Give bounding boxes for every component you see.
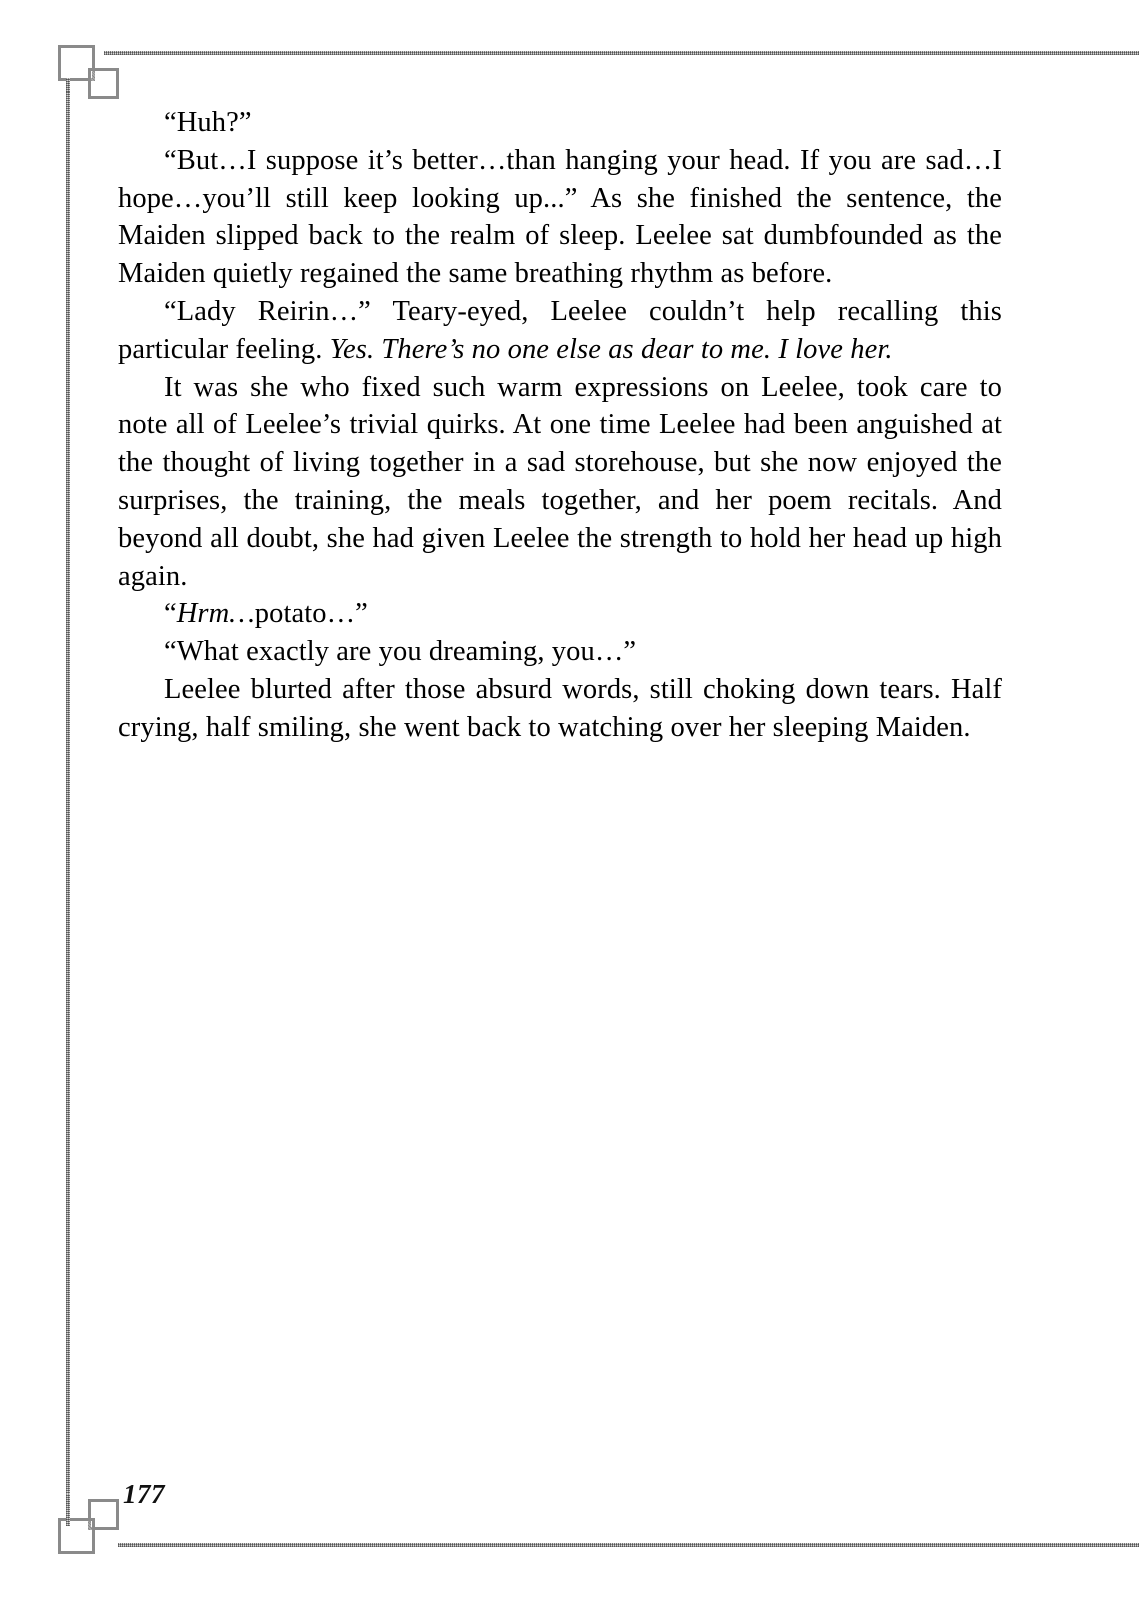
paragraph bbox=[118, 671, 1002, 747]
page-number: 177 bbox=[123, 1479, 165, 1509]
paragraph bbox=[118, 104, 1002, 142]
frame-rule-top bbox=[104, 51, 1139, 55]
paragraph bbox=[118, 595, 1002, 633]
paragraph bbox=[118, 293, 1002, 369]
frame-connector-bottom-left bbox=[66, 1494, 70, 1526]
paragraph bbox=[118, 369, 1002, 596]
corner-ornament-square-icon bbox=[58, 1518, 95, 1554]
emphasis-text: Hrm… bbox=[176, 598, 255, 630]
body-text: potato…” bbox=[254, 598, 368, 630]
frame-connector-top-left bbox=[66, 78, 70, 92]
body-text: “Lady Reirin…” Teary-eyed, Leelee couldn’t help recalling this particular feeling. bbox=[118, 295, 1002, 365]
body-text: “ bbox=[164, 598, 177, 630]
emphasis-text: Yes. There’s no one else as dear to me. I love her. bbox=[329, 333, 893, 365]
corner-ornament-square-icon bbox=[88, 68, 119, 99]
body-text-block bbox=[118, 104, 1002, 747]
paragraph bbox=[118, 142, 1002, 293]
frame-rule-bottom bbox=[118, 1543, 1139, 1547]
paragraph bbox=[118, 633, 1002, 671]
body-text: “But…I suppose it’s better…than hanging your head. If you are sad…I hope…you’ll still keep looking up...” As she finished the sentence, the Maiden slipped back to the realm of sleep. Leelee sat dumbfounded as the Maiden quietly regained the same breathing rhythm as before. bbox=[118, 144, 1002, 290]
body-text: Leelee blurted after those absurd words, still choking down tears. Half crying, half smiling, she went back to watching over her sleeping Maiden. bbox=[118, 673, 1002, 743]
frame-rule-left bbox=[66, 80, 70, 1505]
body-text: “What exactly are you dreaming, you…” bbox=[164, 636, 637, 668]
body-text: “Huh?” bbox=[164, 107, 252, 138]
body-text: It was she who fixed such warm expressions on Leelee, took care to note all of Leelee’s trivial quirks. At one time Leelee had been anguished at the thought of living together in a sad storehouse, but she now enjoyed the surprises, the training, the meals together, and her poem recitals. And beyond all doubt, she had given Leelee the strength to hold her head up high again. bbox=[118, 371, 1002, 592]
